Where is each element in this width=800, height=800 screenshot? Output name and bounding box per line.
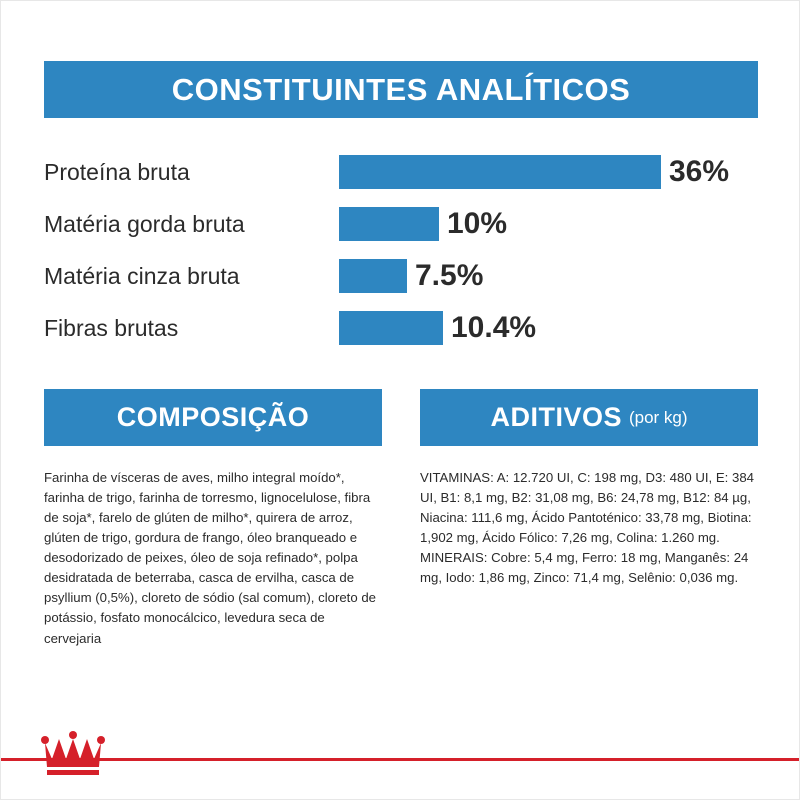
additives-title: ADITIVOS <box>490 402 622 432</box>
analytical-constituents-list <box>44 146 758 354</box>
constituent-bar <box>339 311 443 345</box>
composition-title: COMPOSIÇÃO <box>116 402 310 432</box>
additives-subtitle: (por kg) <box>628 407 688 427</box>
constituent-label: Matéria cinza bruta <box>44 262 240 289</box>
composition-body <box>44 468 382 649</box>
composition-text: Farinha de vísceras de aves, milho integral moído*, farinha de trigo, farinha de torresmo, lignocelulose, fibra de soja*, farelo de glúten de milho*, quirera de arroz, glúten de trigo, gordura de frango, óleo branqueado e desodorizado de peixes, óleo de soja refinado*, polpa desidratada de beterraba, casca de ervilha, casca de psyllium (0,5%), cloreto de sódio (sal comum), cloreto de potássio, fosfato monocálcico, levedura seca de cervejaria <box>44 470 377 646</box>
constituent-row <box>44 198 758 250</box>
constituent-bar <box>339 207 439 241</box>
constituent-value: 10% <box>447 207 508 240</box>
constituent-row <box>44 250 758 302</box>
constituent-bar-wrap <box>339 259 758 293</box>
royal-canin-crown-logo <box>39 723 109 785</box>
additives-body <box>420 468 758 588</box>
constituent-value: 7.5% <box>415 259 484 292</box>
footer-red-rule <box>1 758 799 761</box>
constituent-label: Proteína bruta <box>44 158 190 185</box>
constituent-bar-wrap <box>339 155 758 189</box>
constituent-bar <box>339 155 661 189</box>
constituent-value: 36% <box>669 155 730 188</box>
additives-minerals-text: MINERAIS: Cobre: 5,4 mg, Ferro: 18 mg, Manganês: 24 mg, Iodo: 1,86 mg, Zinco: 71,4 mg, Selênio: 0,036 mg. <box>420 550 749 586</box>
constituent-value: 10.4% <box>451 311 537 344</box>
composition-section <box>44 389 382 649</box>
additives-header <box>420 389 758 446</box>
constituent-bar-wrap <box>339 207 758 241</box>
additives-vitamins-text: VITAMINAS: A: 12.720 UI, C: 198 mg, D3: 480 UI, E: 384 UI, B1: 8,1 mg, B2: 31,08 mg, B6: 24,78 mg, B12: 84 µg, Niacina: 111,6 mg, Ácido Pantoténico: 33,78 mg, Biotina: 1,902 mg, Ácido Fólico: 7,26 mg, Colina: 1.260 mg. <box>420 470 754 546</box>
constituent-row <box>44 302 758 354</box>
additives-section <box>420 389 758 588</box>
analytical-constituents-header <box>44 61 758 118</box>
constituent-row <box>44 146 758 198</box>
constituent-bar-wrap <box>339 311 758 345</box>
constituent-label: Matéria gorda bruta <box>44 210 245 237</box>
constituent-bar <box>339 259 407 293</box>
composition-header <box>44 389 382 446</box>
analytical-constituents-title: CONSTITUINTES ANALÍTICOS <box>171 71 631 107</box>
constituent-label: Fibras brutas <box>44 314 179 341</box>
